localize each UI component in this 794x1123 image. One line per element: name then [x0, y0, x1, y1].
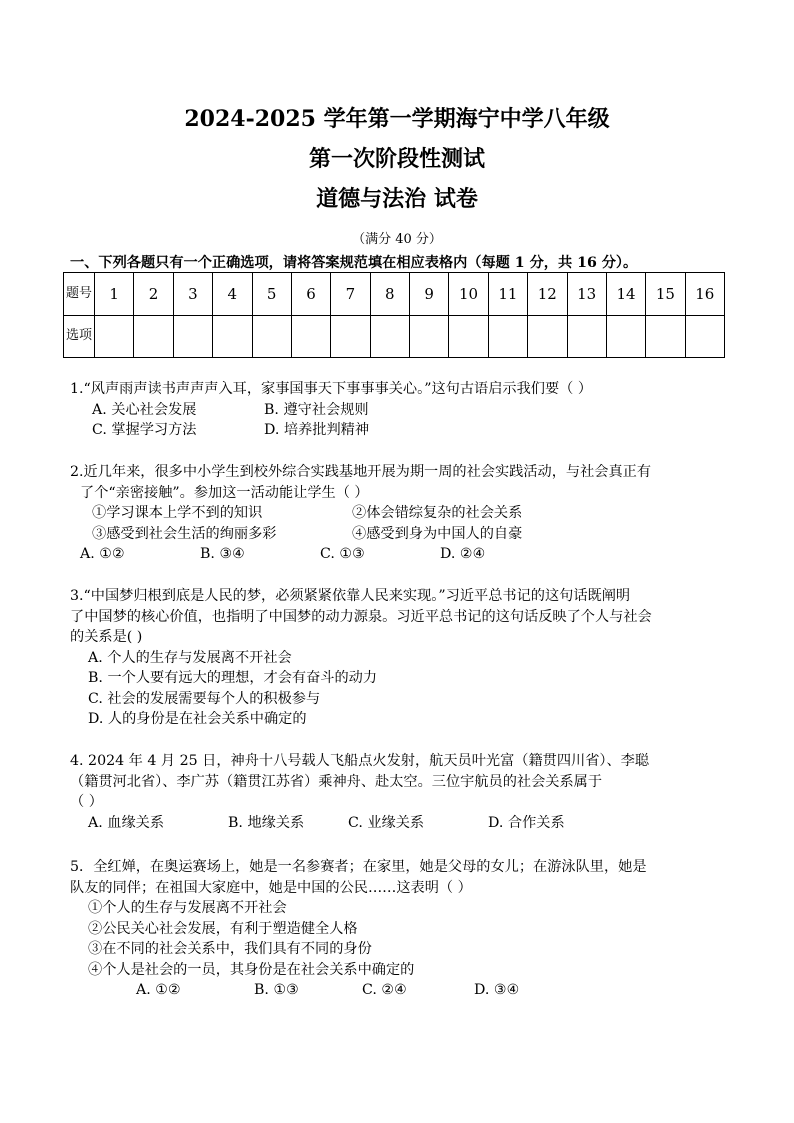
answer-cell[interactable]	[134, 315, 173, 358]
question-2-options	[70, 544, 726, 565]
question-number-cell: 16	[685, 273, 724, 316]
question-5-options	[70, 980, 726, 1001]
question-2-statements-row1	[70, 503, 726, 524]
question-number-cell: 14	[606, 273, 645, 316]
score-note: （满分 40 分）	[352, 232, 442, 247]
question-2-stem-line1: 2.近几年来，很多中小学生到校外综合实践基地开展为期一周的社会实践活动，与社会真正有	[70, 464, 652, 480]
question-5-stem-line2: 队友的同伴；在祖国大家庭中，她是中国的公民……这表明（ ）	[70, 879, 472, 896]
option-d: D. 合作关系	[488, 814, 565, 831]
option-b: B. 地缘关系	[228, 814, 305, 831]
exam-title-line1: 2024-2025 学年第一学期海宁中学八年级	[184, 106, 610, 132]
question-number-cell: 10	[449, 273, 488, 316]
exam-title-subject: 道德与法治 试卷	[316, 186, 478, 212]
answer-cell[interactable]	[95, 315, 134, 358]
option-c: C. 业缘关系	[348, 814, 425, 831]
question-1-options-row2	[70, 420, 726, 441]
answer-cell[interactable]	[685, 315, 724, 358]
option-d: D. 培养批判精神	[264, 422, 370, 438]
option-b: B. 遵守社会规则	[264, 401, 369, 418]
answer-cell[interactable]	[606, 315, 645, 358]
answer-cell[interactable]	[567, 315, 606, 358]
option-c: C. ②④	[362, 982, 407, 998]
question-5-stem-line1: 5．全红婵，在奥运赛场上，她是一名参赛者；在家里，她是父母的女儿；在游泳队里，她是	[70, 859, 647, 875]
answer-cell[interactable]	[213, 315, 252, 358]
statement-3: ③在不同的社会关系中，我们具有不同的身份	[88, 941, 372, 957]
statement-4: ④感受到身为中国人的自豪	[352, 525, 523, 542]
question-4-stem-line3: （ ）	[70, 794, 103, 810]
question-number-cell: 2	[134, 273, 173, 316]
statement-2: ②公民关心社会发展，有利于塑造健全人格	[88, 920, 358, 937]
question-number-cell: 11	[488, 273, 527, 316]
answer-table-row2-label: 选项	[64, 315, 95, 358]
question-5	[70, 857, 726, 1001]
question-number-cell: 12	[528, 273, 567, 316]
question-3-stem-line1: 3.“中国梦归根到底是人民的梦，必须紧紧依靠人民来实现。”习近平总书记的这句话既阐明	[70, 588, 631, 604]
question-1	[70, 379, 726, 441]
answer-cell[interactable]	[370, 315, 409, 358]
question-3	[70, 586, 726, 730]
answer-table	[63, 272, 725, 358]
section1-instruction: 一、下列各题只有一个正确选项，请将答案规范填在相应表格内（每题 1 分，共 16 分）。	[70, 255, 638, 271]
question-number-cell: 7	[331, 273, 370, 316]
option-c: C. 掌握学习方法	[92, 422, 197, 438]
question-number-cell: 3	[173, 273, 212, 316]
statement-1: ①学习课本上学不到的知识	[92, 505, 263, 521]
question-number-cell: 13	[567, 273, 606, 316]
answer-table-number-row	[64, 273, 725, 316]
question-4	[70, 751, 726, 833]
answer-cell[interactable]	[252, 315, 291, 358]
question-number-cell: 15	[646, 273, 685, 316]
question-2	[70, 462, 726, 565]
question-4-stem-line2: （籍贯河北省）、李广苏（籍贯江苏省）乘神舟、赴太空。三位宇航员的社会关系属于	[70, 773, 603, 790]
answer-cell[interactable]	[173, 315, 212, 358]
answer-table-row1-label: 题号	[64, 273, 95, 316]
statement-4: ④个人是社会的一员，其身份是在社会关系中确定的	[88, 961, 415, 978]
statement-2: ②体会错综复杂的社会关系	[352, 505, 523, 521]
question-number-cell: 8	[370, 273, 409, 316]
question-2-statements-row2	[70, 524, 726, 545]
exam-title-line2: 第一次阶段性测试	[308, 146, 485, 172]
statement-1: ①个人的生存与发展离不开社会	[88, 900, 287, 916]
option-a: A. 关心社会发展	[92, 401, 197, 418]
question-number-cell: 1	[95, 273, 134, 316]
option-c: C. 社会的发展需要每个人的积极参与	[88, 690, 321, 707]
option-d: D. ②④	[440, 546, 486, 562]
question-number-cell: 6	[291, 273, 330, 316]
answer-cell[interactable]	[488, 315, 527, 358]
question-1-stem: 1.“风声雨声读书声声声入耳，家事国事天下事事事关心。”这句古语启示我们要（ ）	[70, 381, 593, 397]
question-4-options	[70, 813, 726, 834]
answer-table-choice-row	[64, 315, 725, 358]
question-4-stem-line1: 4. 2024 年 4 月 25 日，神舟十八号载人飞船点火发射，航天员叶光富（籍贯四川省）、李聪	[70, 753, 650, 769]
option-b: B. 一个人要有远大的理想，才会有奋斗的动力	[88, 670, 378, 686]
statement-3: ③感受到社会生活的绚丽多彩	[92, 525, 277, 542]
option-d: D. ③④	[474, 982, 520, 998]
option-d: D. 人的身份是在社会关系中确定的	[88, 711, 307, 727]
question-1-options-row1	[70, 400, 726, 421]
answer-cell[interactable]	[528, 315, 567, 358]
option-b: B. ①③	[254, 982, 299, 998]
question-number-cell: 9	[410, 273, 449, 316]
answer-cell[interactable]	[646, 315, 685, 358]
question-number-cell: 5	[252, 273, 291, 316]
answer-cell[interactable]	[291, 315, 330, 358]
option-a: A. ①②	[80, 546, 125, 562]
answer-cell[interactable]	[410, 315, 449, 358]
option-a: A. ①②	[136, 982, 181, 998]
answer-cell[interactable]	[449, 315, 488, 358]
question-3-stem-line2: 了中国梦的核心价值，也指明了中国梦的动力源泉。习近平总书记的这句话反映了个人与社会	[70, 608, 652, 625]
question-number-cell: 4	[213, 273, 252, 316]
option-a: A. 血缘关系	[88, 814, 165, 831]
question-3-stem-line3: 的关系是( )	[70, 629, 143, 645]
option-a: A. 个人的生存与发展离不开社会	[88, 649, 292, 666]
option-c: C. ①③	[320, 546, 365, 562]
option-b: B. ③④	[200, 546, 245, 562]
question-2-stem-line2: 了个“亲密接触”。参加这一活动能让学生（ ）	[80, 484, 369, 501]
answer-cell[interactable]	[331, 315, 370, 358]
